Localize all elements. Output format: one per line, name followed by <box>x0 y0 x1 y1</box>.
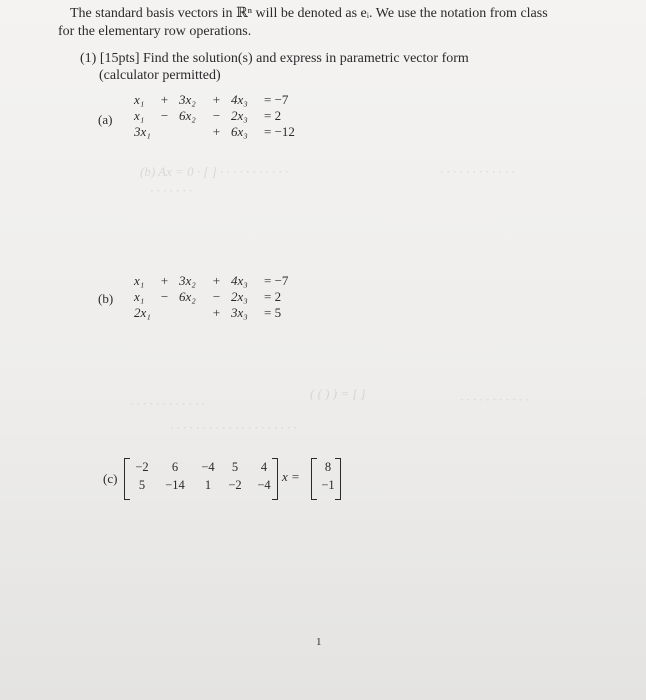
bleed-through-text: · · · · · · · · · · · · <box>130 396 205 411</box>
part-b-eq1-x2: 3x₂ <box>179 273 196 288</box>
matrix-cell: 5 <box>138 478 146 492</box>
part-a-eq1-op1: + <box>160 92 169 107</box>
matrix-cell: 4 <box>260 460 268 474</box>
part-a-eq1-op2: + <box>212 92 221 107</box>
part-a-eq2-x3: 2x₃ <box>231 108 248 123</box>
matrix-right-bracket <box>272 458 278 500</box>
part-b-eq1-rhs: = −7 <box>264 273 289 288</box>
bleed-through-text: · · · · · · · · · · · · · · · · · · · · <box>170 420 297 435</box>
matrix-cell: −4 <box>201 460 215 474</box>
part-a-eq3-x1: 3x₁ <box>134 124 151 139</box>
page-number: 1 <box>316 636 322 648</box>
part-a-eq1-x3: 4x₃ <box>231 92 248 107</box>
part-b-eq3-x1: 2x₁ <box>134 305 151 320</box>
part-a-eq3-op2: + <box>212 124 221 139</box>
vector-right-bracket <box>335 458 341 500</box>
part-b-eq2-x2: 6x₂ <box>179 289 196 304</box>
part-b-eq2-x1: x₁ <box>134 289 145 304</box>
part-b-eq2-rhs: = 2 <box>264 289 282 304</box>
matrix-cell: −2 <box>228 478 242 492</box>
part-b-eq2-x3: 2x₃ <box>231 289 248 304</box>
part-a-eq1-x2: 3x₂ <box>179 92 196 107</box>
header-line-1: The standard basis vectors in ℝⁿ will be denoted as eᵢ. We use the notation from class <box>70 6 548 21</box>
part-b-eq3-op2: + <box>212 305 221 320</box>
bleed-through-text: · · · · · · · · · · · <box>460 392 529 407</box>
matrix-cell: 6 <box>171 460 179 474</box>
x-equals: x = <box>282 469 300 484</box>
problem-subtitle: (calculator permitted) <box>99 68 221 83</box>
header-line-2: for the elementary row operations. <box>58 24 252 39</box>
part-a-eq3-rhs: = −12 <box>264 124 295 139</box>
part-b-eq2-op2: − <box>212 289 221 304</box>
part-b-eq1-op2: + <box>212 273 221 288</box>
matrix-cell: −14 <box>165 478 185 492</box>
part-b-eq1-x1: x₁ <box>134 273 145 288</box>
part-b-eq3-rhs: = 5 <box>264 305 282 320</box>
part-a-eq2-op2: − <box>212 108 221 123</box>
matrix-cell: 5 <box>231 460 239 474</box>
part-a-eq1-x1: x₁ <box>134 92 145 107</box>
part-b-eq1-x3: 4x₃ <box>231 273 248 288</box>
matrix-cell: −2 <box>135 460 149 474</box>
vector-cell: 8 <box>324 460 332 474</box>
part-b-eq2-op1: − <box>160 289 169 304</box>
bleed-through-text: ( ( ) ) = [ ] <box>310 386 366 401</box>
bleed-through-text: (b) Ax = 0 · [ ] · · · · · · · · · · · <box>140 164 289 179</box>
part-b-eq1-op1: + <box>160 273 169 288</box>
part-b-eq3-x3: 3x₃ <box>231 305 248 320</box>
part-a-eq2-rhs: = 2 <box>264 108 282 123</box>
part-c-label: (c) <box>103 471 118 486</box>
part-a-eq3-x3: 6x₃ <box>231 124 248 139</box>
matrix-cell: 1 <box>204 478 212 492</box>
part-a-eq2-x1: x₁ <box>134 108 145 123</box>
part-a-label: (a) <box>98 112 113 127</box>
part-a-eq2-op1: − <box>160 108 169 123</box>
bleed-through-text: · · · · · · · <box>150 183 193 198</box>
part-a-eq2-x2: 6x₂ <box>179 108 196 123</box>
vector-cell: −1 <box>321 478 335 492</box>
problem-title: (1) [15pts] Find the solution(s) and express in parametric vector form <box>80 51 469 66</box>
matrix-cell: −4 <box>257 478 271 492</box>
bleed-through-text: · · · · · · · · · · · · <box>440 164 515 179</box>
part-b-label: (b) <box>98 291 114 306</box>
part-a-eq1-rhs: = −7 <box>264 92 289 107</box>
